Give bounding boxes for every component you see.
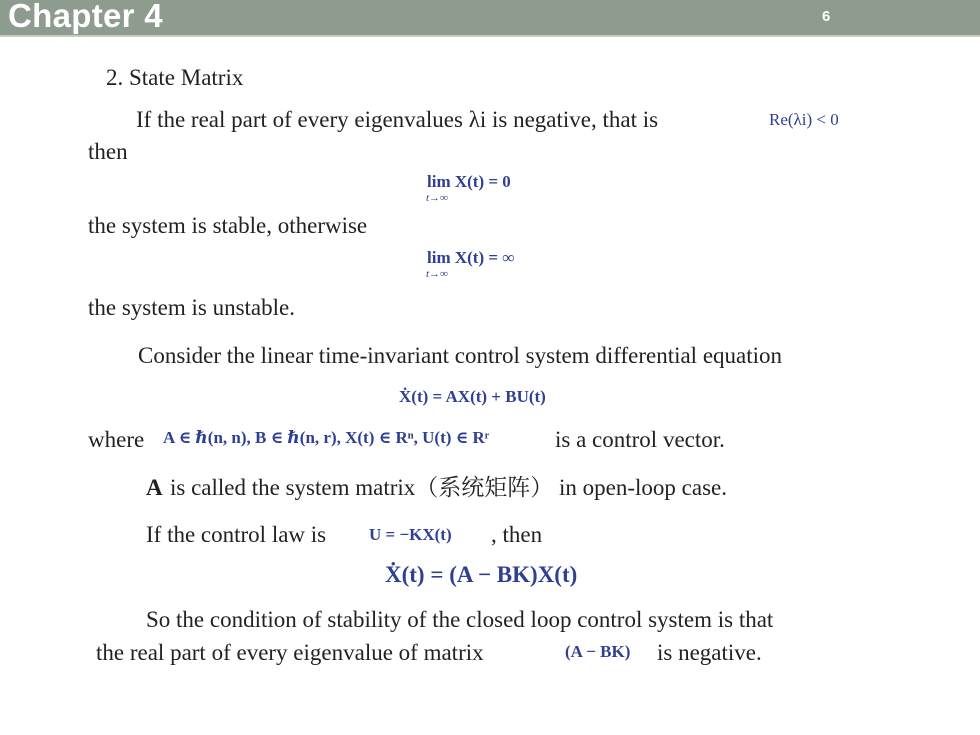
stable-sentence: the system is stable, otherwise [88, 213, 368, 238]
consider-sentence: Consider the linear time-invariant control system differential equation [138, 343, 783, 368]
stability-line-1: So the condition of stability of the closed loop control system is that [146, 607, 774, 632]
stability-line-2b: is negative. [657, 640, 762, 665]
unstable-sentence: the system is unstable. [88, 295, 295, 320]
control-law-math: U = −KX(t) [369, 525, 452, 544]
where-tail: is a control vector. [555, 427, 725, 452]
re-condition: Re(λi) < 0 [769, 110, 839, 129]
a-bold-symbol: A [146, 475, 163, 500]
control-law-sentence: If the control law is [146, 522, 327, 547]
state-equation: Ẋ(t) = AX(t) + BU(t) [399, 387, 546, 406]
control-law-tail: , then [491, 522, 543, 547]
system-matrix-sentence: is called the system matrix（系统矩阵） in open-loop case. [170, 475, 727, 500]
page-number: 6 [822, 8, 831, 25]
header-rule [0, 35, 980, 37]
then-word: then [88, 139, 128, 164]
section-heading: 2. State Matrix [106, 65, 244, 90]
limit-subscript-2: t→∞ [426, 268, 448, 280]
stability-matrix: (A − BK) [565, 642, 631, 661]
closed-loop-equation: Ẋ(t) = (A − BK)X(t) [385, 562, 578, 587]
eigen-sentence: If the real part of every eigenvalues λi is negative, that is [136, 107, 659, 132]
where-word: where [88, 427, 145, 452]
stability-line-2a: the real part of every eigenvalue of matrix [96, 640, 484, 665]
chapter-title: Chapter 4 [8, 0, 163, 34]
where-math: A ∈ ℏ(n, n), B ∈ ℏ(n, r), X(t) ∈ Rⁿ, U(t) ∈ Rʳ [163, 428, 490, 447]
limit-subscript-1: t→∞ [426, 192, 448, 204]
limit-zero: lim X(t) = 0 [427, 172, 511, 191]
limit-infinity: lim X(t) = ∞ [427, 248, 515, 267]
